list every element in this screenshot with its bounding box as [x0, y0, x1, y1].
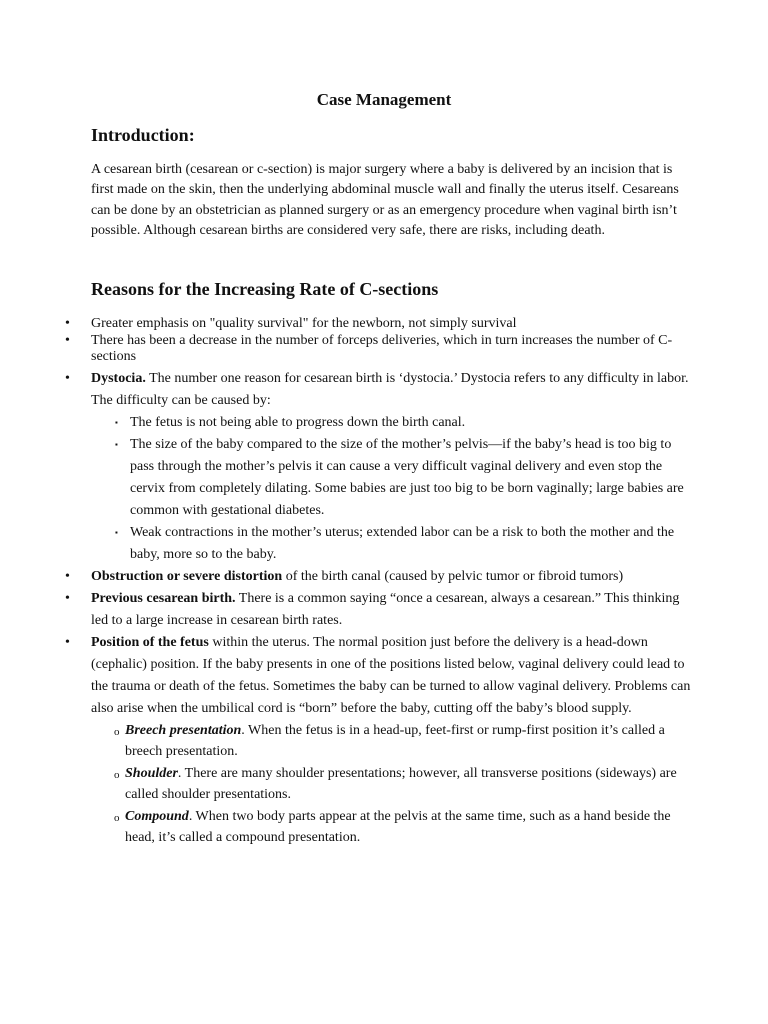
sub-item-bold: Compound [125, 808, 189, 824]
bullet-icon: • [65, 316, 70, 331]
list-item [65, 332, 691, 366]
sub-item-bold: Breech presentation [125, 722, 242, 738]
item-text: Greater emphasis on "quality survival" for the newborn, not simply survival [91, 316, 517, 331]
circle-bullet-icon: o [114, 811, 120, 824]
square-bullet-icon: ▪ [115, 439, 118, 449]
sub-list-item [115, 434, 691, 522]
item-bold: Dystocia. [91, 370, 146, 386]
sub-item-bold: Shoulder [125, 765, 178, 781]
bullet-icon: • [65, 568, 70, 584]
sub-list-item [115, 412, 691, 434]
square-bullet-icon: ▪ [115, 527, 118, 537]
circle-bullet-icon: o [114, 768, 120, 781]
sub-item-text: . When the fetus is in a head-up, feet-first or rump-first position it’s called a breech presentation. [125, 722, 665, 759]
list-item [65, 368, 691, 412]
item-text: There has been a decrease in the number of forceps deliveries, which in turn increases the number of C-sections [91, 332, 673, 364]
page-title: Case Management [316, 90, 452, 109]
sub-item-text: . When two body parts appear at the pelvis at the same time, such as a hand beside the head, it’s called a compound presentation. [125, 808, 671, 845]
reasons-list [65, 316, 691, 848]
sub-item-text: The fetus is not being able to progress down the birth canal. [130, 414, 466, 430]
item-text: There is a common saying “once a cesarean, always a cesarean.” This thinking led to a large increase in cesarean birth rates. [91, 590, 680, 628]
sub-list-item [115, 522, 691, 566]
list-item [65, 566, 691, 588]
sub-list-item [114, 720, 691, 762]
item-bold: Position of the fetus [91, 634, 209, 650]
item-text: The number one reason for cesarean birth is ‘dystocia.’ Dystocia refers to any difficulty in labor. The difficulty can be caused by: [91, 370, 689, 408]
sub-list-item [114, 763, 691, 805]
sub-item-text: . There are many shoulder presentations; however, all transverse positions (sideways) are called shoulder presentations. [125, 765, 677, 802]
item-text: of the birth canal (caused by pelvic tumor or fibroid tumors) [282, 568, 624, 584]
sub-item-text: The size of the baby compared to the size of the mother’s pelvis—if the baby’s head is too big to pass through the mother’s pelvis it can cause a very difficult vaginal delivery and even stop the cervix from completely dilating. Some babies are just too big to be born vaginally; large babies are common with gestational diabetes. [130, 436, 684, 518]
sub-list-item [114, 806, 691, 848]
item-text: within the uterus. The normal position just before the delivery is a head-down (cephalic) position. If the baby presents in one of the positions listed below, vaginal delivery could lead to the trauma or death of the fetus. Sometimes the baby can be turned to allow vaginal delivery. Problems can also arise when the umbilical cord is “born” before the baby, cutting off the baby’s blood supply. [91, 634, 691, 716]
item-bold: Obstruction or severe distortion [91, 568, 283, 584]
list-item [65, 632, 691, 720]
circle-bullet-icon: o [114, 725, 120, 738]
sub-item-text: Weak contractions in the mother’s uterus; extended labor can be a risk to both the mother and the baby, more so to the baby. [130, 524, 675, 562]
list-item [65, 316, 691, 333]
bullet-icon: • [65, 590, 70, 606]
intro-heading: Introduction: [91, 125, 195, 145]
bullet-icon: • [65, 634, 70, 650]
bullet-icon: • [65, 370, 70, 386]
list-item [65, 588, 691, 632]
item-bold: Previous cesarean birth. [91, 590, 236, 606]
square-bullet-icon: ▪ [115, 417, 118, 427]
bullet-icon: • [65, 332, 70, 348]
intro-paragraph: A cesarean birth (cesarean or c-section) is major surgery where a baby is delivered by an incision that is first made on the skin, then the underlying abdominal muscle wall and finally the uterus itself. Cesareans can be done by an obstetrician as planned surgery or as an emergency procedure when vaginal birth isn’t possible. Although cesarean births are considered very safe, there are risks, including death. [91, 162, 679, 238]
reasons-heading: Reasons for the Increasing Rate of C-sections [91, 279, 439, 299]
